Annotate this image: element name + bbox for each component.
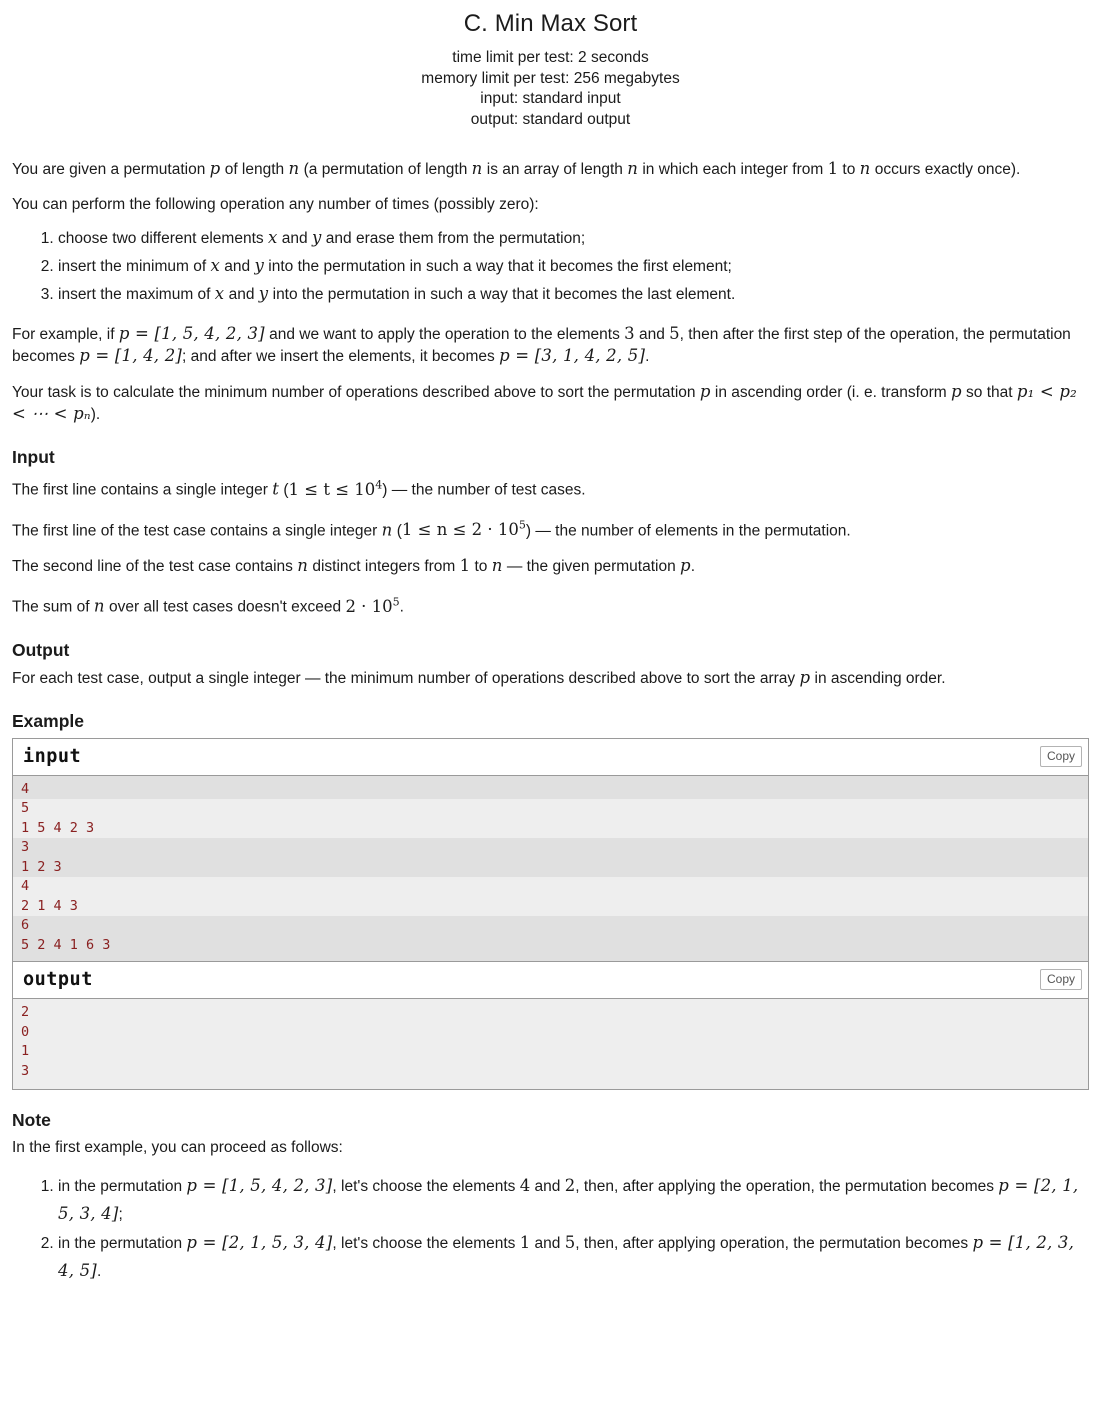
note-list	[12, 1158, 1089, 1286]
text-run: into the permutation in such a way that it becomes the last element.	[268, 286, 736, 303]
text-run: of length	[220, 161, 289, 178]
statement-paragraph-2: You can perform the following operation any number of times (possibly zero):	[12, 196, 539, 213]
text-run: For example, if	[12, 326, 119, 343]
sample-output-line: 3	[21, 1062, 30, 1079]
text-run: The first line contains a single integer	[12, 481, 273, 499]
text-run: and	[219, 258, 255, 275]
sample-input-line: 3	[21, 839, 30, 855]
input-line-4	[12, 577, 1089, 618]
sample-test-box	[12, 738, 1089, 1091]
math-n: n	[297, 556, 309, 575]
math-number: 4	[519, 1176, 531, 1195]
list-item	[58, 1229, 1089, 1286]
text-run: ) — the number of test cases.	[382, 481, 586, 499]
text-run: to	[470, 558, 492, 575]
text-run: over all test cases doesn't exceed	[104, 598, 346, 616]
math-n: n	[93, 596, 105, 616]
text-run: in the permutation	[58, 1235, 187, 1252]
math-exponent: 4	[375, 478, 383, 491]
sample-output-line: 0	[21, 1023, 30, 1040]
text-run: so that	[961, 384, 1017, 401]
text-run: distinct integers from	[308, 558, 460, 575]
text-run: ; and after we insert the elements, it becomes	[182, 348, 500, 365]
sample-input-group	[13, 877, 1088, 916]
section-title-output: Output	[12, 639, 70, 660]
text-run: and	[224, 286, 259, 303]
math-one: 1	[827, 159, 839, 178]
memory-limit: memory limit per test: 256 megabytes	[421, 69, 680, 87]
sample-input-group	[13, 776, 1088, 800]
text-run: , let's choose the elements	[332, 1235, 520, 1252]
problem-header	[0, 0, 1101, 130]
text-run: insert the minimum of	[58, 258, 211, 275]
text-run: and we want to apply the operation to the elements	[264, 326, 625, 343]
text-run: — the given permutation	[502, 558, 681, 575]
math-equation: p = [3, 1, 4, 2, 5]	[499, 346, 646, 365]
text-run: , let's choose the elements	[332, 1178, 520, 1195]
text-run: , then after the first step of the operation, the permutation becomes	[12, 326, 1071, 365]
sample-input-line: 4	[21, 780, 30, 797]
math-p: p	[950, 382, 962, 401]
copy-input-button[interactable]: Copy	[1040, 746, 1082, 767]
sample-input-line: 1 2 3	[21, 858, 62, 875]
text-run: 1 ≤ n ≤ 2 · 10	[401, 520, 519, 539]
text-run: in ascending order.	[810, 669, 946, 687]
text-run: (a permutation of length	[299, 161, 472, 178]
sample-input-line: 5	[21, 800, 30, 816]
math-equation: p = [1, 5, 4, 2, 3]	[186, 1176, 333, 1195]
math-p: p	[799, 667, 811, 687]
math-x: x	[210, 256, 220, 275]
math-inequality: p₁ < p₂ < ⋯ < pₙ	[12, 382, 1077, 423]
statement-task-paragraph	[12, 367, 1089, 425]
math-equation: p = [2, 1, 5, 3, 4]	[186, 1233, 333, 1252]
text-run: , then, after applying the operation, the permutation becomes	[575, 1178, 999, 1195]
math-range	[402, 520, 526, 539]
input-spec: input: standard input	[480, 90, 621, 107]
math-exponent: 5	[392, 595, 400, 608]
text-run: 2 · 10	[345, 596, 393, 616]
sample-input-data	[13, 776, 1088, 962]
text-run: and	[634, 326, 670, 343]
math-t: t	[272, 479, 280, 499]
text-run: The first line of the test case contains a single integer	[12, 522, 382, 539]
math-y: y	[254, 256, 264, 275]
math-equation: p = [1, 5, 4, 2, 3]	[118, 324, 265, 343]
math-number: 1	[519, 1233, 531, 1252]
sample-input-line: 2 1 4 3	[21, 897, 78, 914]
text-run: insert the maximum of	[58, 286, 215, 303]
math-n: n	[288, 159, 300, 178]
section-title-note: Note	[12, 1110, 51, 1130]
text-run: .	[645, 348, 650, 365]
text-run: The sum of	[12, 598, 94, 616]
page-title: C. Min Max Sort	[463, 10, 638, 37]
math-number: 5	[564, 1233, 576, 1252]
time-limit: time limit per test: 2 seconds	[452, 49, 649, 66]
sample-input-label: input	[23, 745, 82, 767]
sample-input-group	[13, 799, 1088, 838]
sample-input-group	[13, 916, 1088, 961]
list-item	[58, 281, 1089, 309]
list-item	[58, 1172, 1089, 1229]
text-run: You are given a permutation	[12, 161, 210, 178]
sample-input-line: 4	[21, 878, 30, 894]
sample-output-line: 1	[21, 1043, 30, 1059]
math-number: 3	[624, 324, 635, 343]
text-run: The second line of the test case contains	[12, 558, 298, 575]
text-run: is an array of length	[482, 161, 628, 178]
sample-output-line: 2	[21, 1004, 30, 1020]
math-value	[345, 597, 399, 616]
math-n: n	[859, 159, 871, 178]
copy-output-button[interactable]: Copy	[1040, 969, 1082, 990]
math-p: p	[209, 159, 221, 178]
math-equation: p = [1, 2, 3, 4, 5]	[58, 1233, 1075, 1280]
text-run: and erase them from the permutation;	[321, 230, 586, 247]
math-x: x	[267, 228, 278, 247]
text-run: 1 ≤ t ≤ 10	[288, 479, 376, 499]
operation-list	[12, 215, 1089, 309]
sample-output-header	[13, 961, 1088, 999]
sample-input-header	[13, 739, 1088, 776]
statement-paragraph-1	[12, 130, 1089, 180]
text-run: ) — the number of elements in the permutation.	[525, 522, 851, 539]
math-n: n	[491, 556, 503, 575]
math-exponent: 5	[518, 518, 526, 532]
text-run: in the permutation	[58, 1178, 187, 1195]
text-run: ;	[118, 1206, 123, 1223]
sample-tests-section	[0, 689, 1101, 1091]
math-p: p	[680, 556, 691, 575]
math-n: n	[627, 159, 639, 178]
math-y: y	[311, 228, 322, 247]
sample-input-line: 1 5 4 2 3	[21, 819, 95, 836]
text-run: (	[279, 481, 289, 499]
sample-input-line: 5 2 4 1 6 3	[21, 936, 111, 953]
text-run: occurs exactly once).	[870, 161, 1021, 178]
sample-input-line: 6	[21, 917, 30, 933]
sample-output-label: output	[23, 969, 93, 990]
text-run: For each test case, output a single integer — the minimum number of operations described above to sort the array	[12, 669, 800, 687]
text-run: to	[838, 161, 860, 178]
output-spec: output: standard output	[470, 110, 631, 128]
note-section	[0, 1090, 1101, 1286]
text-run: and	[530, 1178, 565, 1195]
text-run: and	[277, 230, 312, 247]
text-run: Your task is to calculate the minimum number of operations described above to sort the permutation	[12, 384, 700, 401]
note-intro: In the first example, you can proceed as follows:	[12, 1139, 343, 1156]
math-number: 2	[564, 1176, 576, 1195]
math-p: p	[699, 382, 711, 401]
text-run: in which each integer from	[638, 161, 828, 178]
input-line-2	[12, 501, 1089, 542]
math-number: 5	[669, 324, 680, 343]
sample-input-group	[13, 838, 1088, 877]
math-equation: p = [1, 4, 2]	[79, 346, 183, 365]
sample-output-data	[13, 999, 1088, 1089]
text-run: ).	[90, 406, 101, 423]
text-run: choose two different elements	[58, 230, 268, 247]
text-run: , then, after applying operation, the permutation becomes	[575, 1235, 973, 1252]
text-run: in ascending order (i. e. transform	[710, 384, 951, 401]
list-item	[58, 225, 1089, 253]
math-one: 1	[459, 556, 471, 575]
math-equation: p = [2, 1, 5, 3, 4]	[58, 1176, 1079, 1223]
math-x: x	[214, 284, 225, 303]
input-line-1	[12, 470, 1089, 501]
text-run: and	[530, 1235, 565, 1252]
input-line-3	[12, 541, 1089, 577]
math-y: y	[258, 284, 269, 303]
text-run: .	[96, 1263, 102, 1280]
math-n: n	[471, 159, 483, 178]
statement-example-paragraph	[12, 309, 1089, 367]
output-description	[12, 663, 1089, 689]
statement-body	[0, 130, 1101, 689]
text-run: into the permutation in such a way that it becomes the first element;	[264, 258, 732, 275]
section-title-input: Input	[12, 447, 55, 467]
math-range	[289, 480, 383, 499]
list-item	[58, 253, 1089, 281]
text-run: .	[690, 558, 696, 575]
section-title-example: Example	[12, 710, 84, 731]
math-n: n	[381, 520, 393, 539]
text-run: .	[399, 598, 404, 616]
text-run: (	[392, 522, 402, 539]
